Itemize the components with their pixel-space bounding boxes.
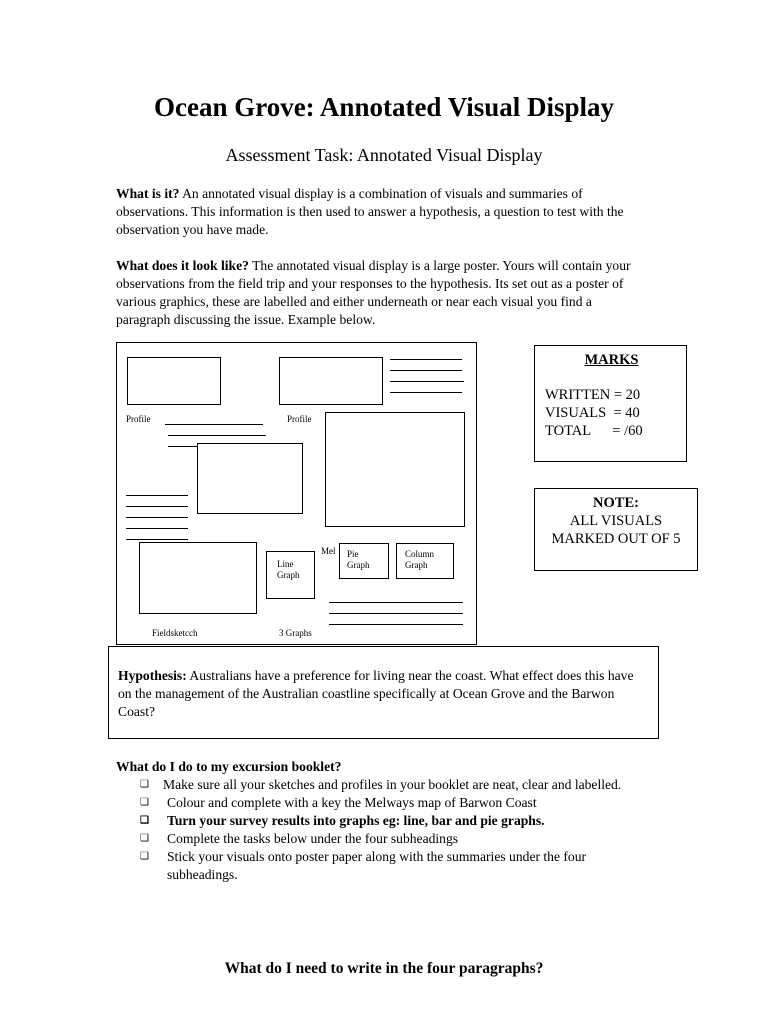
marks-box xyxy=(534,345,687,462)
booklet-heading: What do I do to my excursion booklet? xyxy=(116,759,342,774)
photo-visual xyxy=(197,443,303,514)
list-item-text: Turn your survey results into graphs eg: line, bar and pie graphs. xyxy=(167,813,545,828)
what-is-it-label: What is it? xyxy=(116,186,180,201)
melways-map-label: Mel xyxy=(321,546,336,556)
map-visual xyxy=(325,412,465,527)
text-line xyxy=(329,602,463,603)
profile-left-label: Profile xyxy=(126,414,151,424)
hypothesis-label: Hypothesis: xyxy=(118,668,187,683)
checkbox-bullet-icon: ❑ xyxy=(140,851,149,862)
text-line xyxy=(165,424,263,425)
pie-graph-visual xyxy=(339,543,389,579)
what-is-it-paragraph xyxy=(116,185,646,239)
list-item xyxy=(116,848,656,884)
profile-visual-left xyxy=(127,357,221,405)
list-item-text: Colour and complete with a key the Melways map of Barwon Coast xyxy=(167,795,537,810)
look-like-text: The annotated visual display is a large poster. Yours will contain your observations from the field trip and your responses to the hypothesis. Its set out as a poster of various graphics, these are labelled and either underneath or near each visual you find a paragraph discussing the issue. Example below. xyxy=(116,258,631,327)
text-line xyxy=(126,539,188,540)
list-item xyxy=(116,812,656,830)
checkbox-bullet-icon: ❑ xyxy=(140,779,149,790)
section-heading-four-paragraphs: What do I need to write in the four paragraphs? xyxy=(224,960,544,977)
checkbox-bullet-icon: ❑ xyxy=(140,815,149,826)
checkbox-bullet-icon: ❑ xyxy=(140,797,149,808)
page-subtitle: Assessment Task: Annotated Visual Display xyxy=(225,145,543,165)
text-line xyxy=(126,528,188,529)
look-like-label: What does it look like? xyxy=(116,258,249,273)
text-line xyxy=(126,506,188,507)
text-line xyxy=(390,381,464,382)
checkbox-bullet-icon: ❑ xyxy=(140,833,149,844)
marks-total: TOTAL = /60 xyxy=(545,423,643,439)
hypothesis-text: Australians have a preference for living near the coast. What effect does this have on the management of the Australian coastline specifically at Ocean Grove and the Barwon Coast? xyxy=(118,668,634,719)
text-line xyxy=(390,359,462,360)
note-heading: NOTE: xyxy=(593,495,639,511)
text-line xyxy=(390,370,462,371)
column-graph-label: Column Graph xyxy=(405,549,435,570)
note-box xyxy=(534,488,698,571)
booklet-section xyxy=(116,758,656,884)
marks-heading: MARKS xyxy=(584,352,639,368)
text-line xyxy=(168,435,266,436)
fieldsketch-label: Fieldsketcch xyxy=(152,628,198,638)
example-poster-diagram xyxy=(116,342,477,645)
note-line-1: ALL VISUALS xyxy=(569,513,663,529)
profile-right-label: Profile xyxy=(287,414,312,424)
what-is-it-text: An annotated visual display is a combination of visuals and summaries of observations. This information is then used to answer a hypothesis, a question to test with the observation you have made. xyxy=(116,186,624,237)
list-item-text: Make sure all your sketches and profiles in your booklet are neat, clear and labelled. xyxy=(163,777,622,792)
pie-graph-label: Pie Graph xyxy=(347,549,370,570)
text-line xyxy=(329,624,463,625)
line-graph-label: Line Graph xyxy=(277,559,300,580)
column-graph-visual xyxy=(396,543,454,579)
fieldsketch-visual xyxy=(139,542,257,614)
text-line xyxy=(390,392,462,393)
text-line xyxy=(126,495,188,496)
line-graph-visual xyxy=(266,551,315,599)
three-graphs-label: 3 Graphs xyxy=(279,628,312,638)
text-line xyxy=(329,613,463,614)
profile-visual-right xyxy=(279,357,383,405)
text-line xyxy=(126,517,188,518)
look-like-paragraph xyxy=(116,257,646,329)
list-item-text: Complete the tasks below under the four subheadings xyxy=(167,831,459,846)
hypothesis-box xyxy=(108,646,659,739)
list-item xyxy=(116,776,656,794)
marks-written: WRITTEN = 20 xyxy=(545,387,641,403)
list-item xyxy=(116,794,656,812)
page-title: Ocean Grove: Annotated Visual Display xyxy=(153,92,615,122)
marks-visuals: VISUALS = 40 xyxy=(545,405,640,421)
list-item-text: Stick your visuals onto poster paper along with the summaries under the four subheadings. xyxy=(167,849,587,882)
list-item xyxy=(116,830,656,848)
text-line xyxy=(168,446,198,447)
note-line-2: MARKED OUT OF 5 xyxy=(551,531,681,547)
